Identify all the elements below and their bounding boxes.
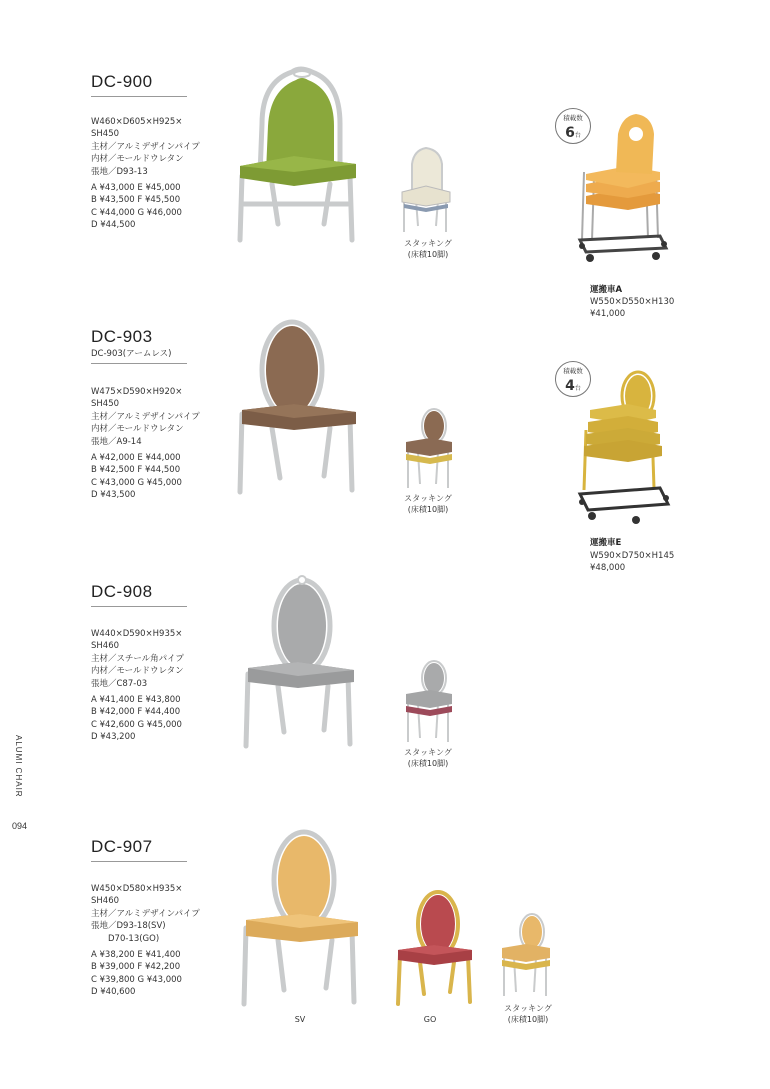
- chair-image: [238, 576, 358, 748]
- product-prices: [91, 182, 182, 232]
- badge-label: 積載数: [563, 114, 583, 122]
- stacking-caption: [398, 493, 458, 515]
- cart-size: W590×D750×H145: [590, 551, 675, 561]
- spec-line: 内材／モールドウレタン: [91, 666, 184, 677]
- price-line: C ¥44,000 G ¥46,000: [91, 207, 182, 218]
- price-line: A ¥43,000 E ¥45,000: [91, 183, 181, 193]
- page-number: 094: [12, 821, 28, 831]
- product-prices: [91, 452, 182, 502]
- cart-image: [578, 370, 670, 526]
- spec-line: SH460: [91, 896, 120, 907]
- title-rule: [91, 363, 187, 364]
- cart-specs: [590, 296, 674, 321]
- stacking-caption: [398, 238, 458, 260]
- chair-image-go: [394, 890, 474, 1006]
- price-line: C ¥42,600 G ¥45,000: [91, 719, 182, 730]
- price-line: D ¥40,600: [91, 987, 136, 998]
- spec-line: W460×D605×H925×: [91, 117, 183, 127]
- cart-name: 運搬車A: [590, 285, 623, 295]
- badge-unit: 台: [574, 385, 581, 392]
- cart-image: [576, 112, 671, 264]
- cart-size: W550×D550×H130: [590, 297, 675, 307]
- price-line: B ¥42,500 F ¥44,500: [91, 465, 181, 476]
- spec-line: D70-13(GO): [91, 933, 160, 944]
- caption-line: (床積10脚): [407, 759, 449, 768]
- product-title: DC-903: [91, 327, 153, 346]
- price-line: A ¥41,400 E ¥43,800: [91, 695, 181, 705]
- cart-name: 運搬車E: [590, 538, 622, 548]
- product-title: DC-900: [91, 72, 153, 91]
- spec-line: W440×D590×H935×: [91, 629, 183, 639]
- caption-line: (床積10脚): [407, 505, 449, 514]
- spec-line: W475×D590×H920×: [91, 387, 183, 397]
- stacking-chairs-image: [404, 660, 454, 744]
- price-line: D ¥43,200: [91, 732, 136, 743]
- spec-line: SH450: [91, 129, 120, 140]
- product-specs: [91, 386, 200, 448]
- spec-line: 主材／アルミデザインパイプ: [91, 141, 200, 152]
- spec-line: 張地／D93-18(SV): [91, 921, 166, 932]
- badge-count: 4: [565, 378, 575, 394]
- stacking-chairs-image: [500, 912, 552, 998]
- caption-line: (床積10脚): [507, 1015, 549, 1024]
- product-subtitle: DC-903(アームレス): [91, 349, 172, 359]
- stacking-caption: [498, 1003, 558, 1025]
- spec-line: 張地／D93-13: [91, 166, 148, 177]
- title-rule: [91, 861, 187, 862]
- caption-line: スタッキング: [504, 1004, 552, 1013]
- price-line: B ¥39,000 F ¥42,200: [91, 962, 181, 973]
- product-specs: [91, 116, 200, 178]
- caption-line: スタッキング: [404, 239, 452, 248]
- spec-line: SH450: [91, 399, 120, 410]
- caption-line: スタッキング: [404, 494, 452, 503]
- product-specs: [91, 628, 184, 690]
- title-rule: [91, 606, 187, 607]
- chair-image-sv: [238, 828, 362, 1006]
- variant-label-go: GO: [423, 1015, 437, 1024]
- price-line: B ¥43,500 F ¥45,500: [91, 195, 181, 206]
- spec-line: 内材／モールドウレタン: [91, 424, 184, 435]
- product-specs: [91, 883, 200, 945]
- price-line: A ¥38,200 E ¥41,400: [91, 950, 181, 960]
- title-rule: [91, 96, 187, 97]
- product-prices: [91, 949, 182, 999]
- badge-unit: 台: [574, 132, 581, 139]
- spec-line: 主材／アルミデザインパイプ: [91, 411, 200, 422]
- caption-line: スタッキング: [404, 748, 452, 757]
- spec-line: W450×D580×H935×: [91, 884, 183, 894]
- stacking-caption: [398, 747, 458, 769]
- cart-specs: [590, 550, 674, 575]
- cart-price: ¥48,000: [590, 563, 626, 574]
- product-title: DC-907: [91, 837, 153, 856]
- badge-count: 6: [565, 125, 575, 141]
- side-label: ALUMI CHAIR: [14, 735, 23, 798]
- spec-line: 張地／A9-14: [91, 436, 142, 447]
- badge-label: 積載数: [563, 367, 583, 375]
- cart-price: ¥41,000: [590, 309, 626, 320]
- spec-line: 主材／スチール角パイプ: [91, 653, 184, 664]
- spec-line: 主材／アルミデザインパイプ: [91, 908, 200, 919]
- spec-line: 内材／モールドウレタン: [91, 154, 184, 165]
- product-prices: [91, 694, 182, 744]
- caption-line: (床積10脚): [407, 250, 449, 259]
- price-line: B ¥42,000 F ¥44,400: [91, 707, 181, 718]
- price-line: D ¥44,500: [91, 220, 136, 231]
- price-line: C ¥39,800 G ¥43,000: [91, 974, 182, 985]
- price-line: D ¥43,500: [91, 490, 136, 501]
- spec-line: 張地／C87-03: [91, 678, 148, 689]
- spec-line: SH460: [91, 641, 120, 652]
- variant-label-sv: SV: [294, 1015, 306, 1024]
- price-line: A ¥42,000 E ¥44,000: [91, 453, 181, 463]
- stacking-chairs-image: [404, 408, 454, 490]
- chair-image: [232, 64, 362, 244]
- chair-image: [232, 318, 362, 496]
- product-title: DC-908: [91, 582, 153, 601]
- price-line: C ¥43,000 G ¥45,000: [91, 477, 182, 488]
- stacking-chairs-image: [400, 148, 455, 234]
